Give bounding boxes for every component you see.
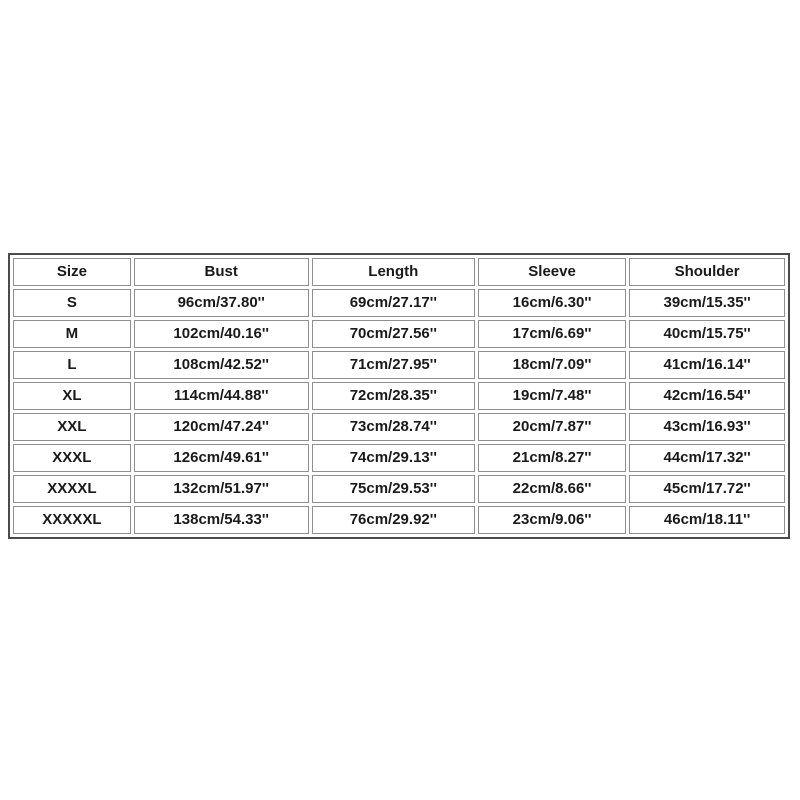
measurement-cell: 43cm/16.93''	[629, 413, 785, 441]
size-cell: XXL	[13, 413, 131, 441]
size-chart-table	[8, 253, 790, 539]
column-header-size: Size	[13, 258, 131, 286]
column-header-sleeve: Sleeve	[478, 258, 626, 286]
measurement-cell: 126cm/49.61''	[134, 444, 309, 472]
table-row	[13, 351, 785, 379]
size-cell: XXXXL	[13, 475, 131, 503]
size-chart-body	[13, 289, 785, 534]
table-row	[13, 289, 785, 317]
measurement-cell: 69cm/27.17''	[312, 289, 475, 317]
measurement-cell: 76cm/29.92''	[312, 506, 475, 534]
measurement-cell: 18cm/7.09''	[478, 351, 626, 379]
measurement-cell: 42cm/16.54''	[629, 382, 785, 410]
table-header-row	[13, 258, 785, 286]
measurement-cell: 21cm/8.27''	[478, 444, 626, 472]
measurement-cell: 19cm/7.48''	[478, 382, 626, 410]
measurement-cell: 20cm/7.87''	[478, 413, 626, 441]
measurement-cell: 72cm/28.35''	[312, 382, 475, 410]
size-cell: L	[13, 351, 131, 379]
measurement-cell: 40cm/15.75''	[629, 320, 785, 348]
measurement-cell: 96cm/37.80''	[134, 289, 309, 317]
measurement-cell: 44cm/17.32''	[629, 444, 785, 472]
column-header-bust: Bust	[134, 258, 309, 286]
measurement-cell: 46cm/18.11''	[629, 506, 785, 534]
measurement-cell: 16cm/6.30''	[478, 289, 626, 317]
size-cell: XXXXXL	[13, 506, 131, 534]
size-cell: M	[13, 320, 131, 348]
measurement-cell: 75cm/29.53''	[312, 475, 475, 503]
measurement-cell: 39cm/15.35''	[629, 289, 785, 317]
size-chart-header-row	[13, 258, 785, 286]
measurement-cell: 70cm/27.56''	[312, 320, 475, 348]
measurement-cell: 41cm/16.14''	[629, 351, 785, 379]
table-row	[13, 382, 785, 410]
measurement-cell: 120cm/47.24''	[134, 413, 309, 441]
measurement-cell: 73cm/28.74''	[312, 413, 475, 441]
table-row	[13, 475, 785, 503]
measurement-cell: 45cm/17.72''	[629, 475, 785, 503]
size-cell: XXXL	[13, 444, 131, 472]
measurement-cell: 17cm/6.69''	[478, 320, 626, 348]
measurement-cell: 74cm/29.13''	[312, 444, 475, 472]
measurement-cell: 132cm/51.97''	[134, 475, 309, 503]
measurement-cell: 71cm/27.95''	[312, 351, 475, 379]
table-row	[13, 506, 785, 534]
measurement-cell: 108cm/42.52''	[134, 351, 309, 379]
table-row	[13, 444, 785, 472]
table-row	[13, 320, 785, 348]
measurement-cell: 23cm/9.06''	[478, 506, 626, 534]
size-cell: XL	[13, 382, 131, 410]
size-cell: S	[13, 289, 131, 317]
column-header-length: Length	[312, 258, 475, 286]
measurement-cell: 102cm/40.16''	[134, 320, 309, 348]
measurement-cell: 138cm/54.33''	[134, 506, 309, 534]
column-header-shoulder: Shoulder	[629, 258, 785, 286]
table-row	[13, 413, 785, 441]
measurement-cell: 22cm/8.66''	[478, 475, 626, 503]
measurement-cell: 114cm/44.88''	[134, 382, 309, 410]
